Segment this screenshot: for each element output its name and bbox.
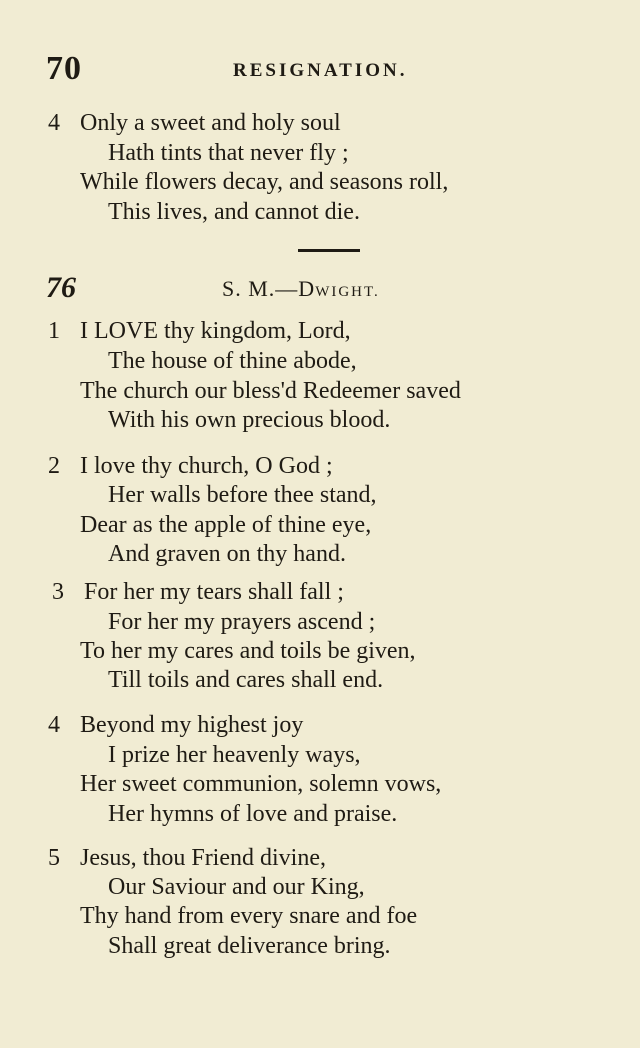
verse-line: Dear as the apple of thine eye, <box>80 512 372 538</box>
hymn-meter-author <box>222 276 380 302</box>
stanza-number: 5 <box>48 845 60 871</box>
section-divider <box>298 249 360 252</box>
stanza-number: 1 <box>48 318 60 344</box>
verse-line: To her my cares and toils be given, <box>80 638 416 664</box>
verse-line: With his own precious blood. <box>108 407 391 433</box>
verse-line: Till toils and cares shall end. <box>108 667 384 693</box>
verse-line: Thy hand from every snare and foe <box>80 903 418 929</box>
hymn-number: 76 <box>46 271 76 304</box>
stanza-number: 3 <box>52 579 64 605</box>
stanza-number: 4 <box>48 110 60 136</box>
verse-line: Hath tints that never fly ; <box>108 140 349 166</box>
verse-line: I love thy church, O God ; <box>80 453 333 479</box>
verse-line: I prize her heavenly ways, <box>108 742 361 768</box>
verse-line: While flowers decay, and seasons roll, <box>80 169 449 195</box>
verse-line: And graven on thy hand. <box>108 541 346 567</box>
verse-line: Her walls before thee stand, <box>108 482 377 508</box>
verse-line: I LOVE thy kingdom, Lord, <box>80 318 351 344</box>
verse-line: Only a sweet and holy soul <box>80 110 341 136</box>
hymn-author-rest: WIGHT. <box>315 284 380 300</box>
verse-line: The church our bless'd Redeemer saved <box>80 378 461 404</box>
verse-line: Her hymns of love and praise. <box>108 801 398 827</box>
verse-line: This lives, and cannot die. <box>108 199 360 225</box>
verse-line: The house of thine abode, <box>108 348 357 374</box>
verse-line: Beyond my highest joy <box>80 712 304 738</box>
stanza-number: 4 <box>48 712 60 738</box>
page-header <box>46 50 586 90</box>
stanza-number: 2 <box>48 453 60 479</box>
verse-line: For her my prayers ascend ; <box>108 609 376 635</box>
verse-line: Her sweet communion, solemn vows, <box>80 771 442 797</box>
verse-line: For her my tears shall fall ; <box>84 579 344 605</box>
running-head: RESIGNATION. <box>233 60 408 81</box>
verse-line: Shall great deliverance bring. <box>108 933 391 959</box>
page-number: 70 <box>46 50 82 87</box>
hymn-meter: S. M.—D <box>222 276 316 301</box>
verse-line: Jesus, thou Friend divine, <box>80 845 326 871</box>
verse-line: Our Saviour and our King, <box>108 874 365 900</box>
